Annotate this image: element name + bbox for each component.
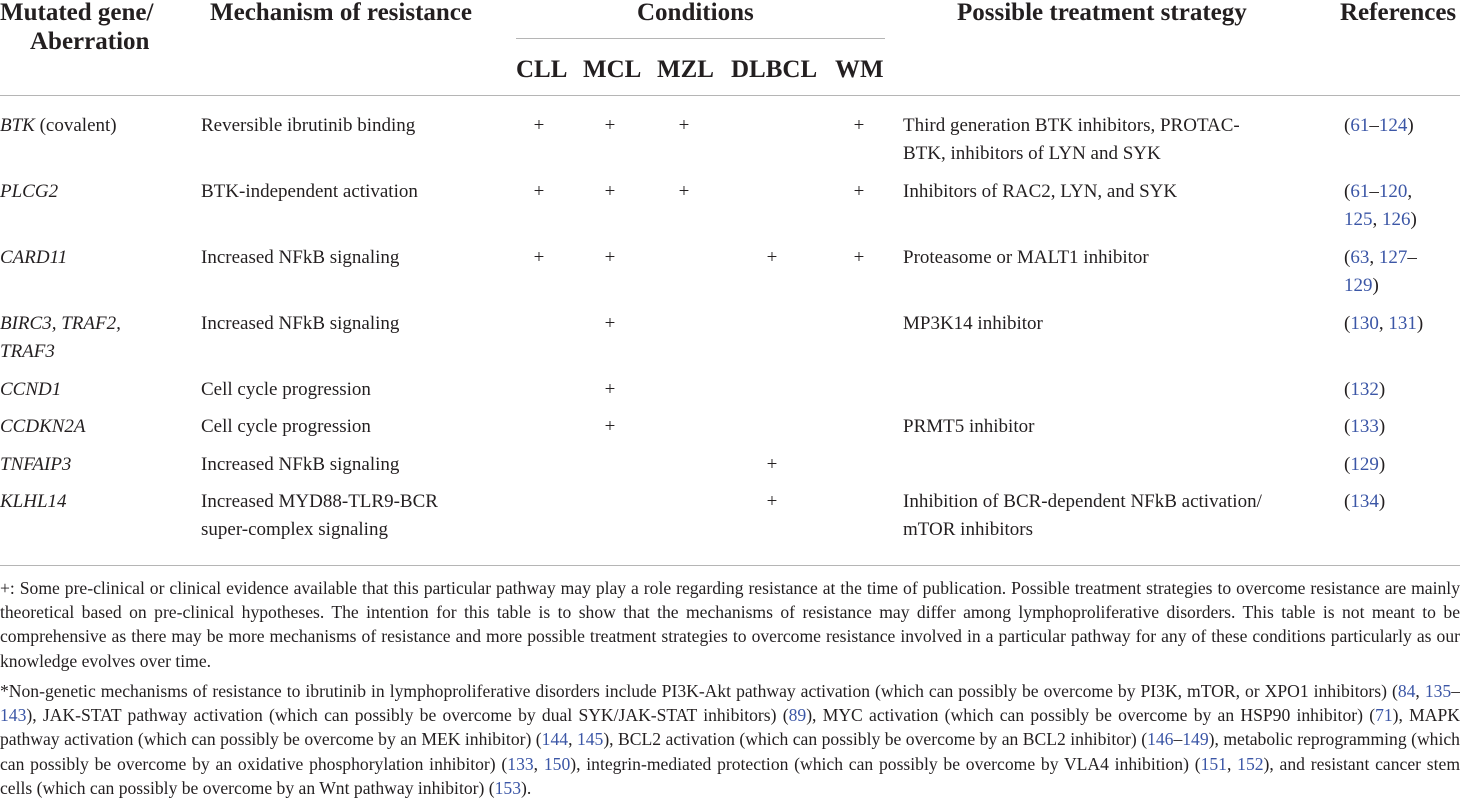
references-cell: [1344, 112, 1414, 140]
reference-punct: ): [1372, 275, 1379, 296]
condition-mark-mcl: +: [604, 181, 616, 202]
gene-name: BTK: [0, 115, 35, 136]
condition-header-mcl: MCL: [583, 56, 642, 83]
reference-link[interactable]: 134: [1350, 491, 1379, 512]
gene-name: CCDKN2A: [0, 416, 86, 437]
reference-punct: –: [1369, 181, 1379, 202]
footnote-text: ).: [521, 777, 532, 798]
condition-mark-mcl: +: [604, 416, 616, 437]
reference-punct: ,: [1372, 209, 1382, 230]
footnote-text: –: [1173, 729, 1183, 750]
footnote-reference-link[interactable]: 151: [1200, 753, 1227, 774]
header-rule: [0, 95, 1460, 96]
footnote-reference-link[interactable]: 149: [1182, 729, 1209, 750]
reference-punct: (: [1344, 491, 1351, 512]
header-mechanism: Mechanism of resistance: [210, 0, 472, 26]
gene-cell: [0, 310, 121, 366]
footnote-text: ), JAK-STAT pathway activation (which can possibly be overcome by dual SYK/JAK-STAT inhibitors) (: [26, 705, 789, 726]
reference-line: [1344, 488, 1385, 516]
reference-link[interactable]: 125: [1344, 209, 1373, 230]
gene-suffix: (covalent): [34, 115, 117, 136]
condition-mark-wm: +: [853, 115, 865, 136]
condition-mark-mzl: +: [678, 181, 690, 202]
mechanism-line: Cell cycle progression: [201, 379, 371, 400]
gene-name-line2: TRAF3: [0, 341, 55, 362]
strategy-line: Third generation BTK inhibitors, PROTAC-: [903, 115, 1240, 136]
footnote-reference-link[interactable]: 133: [507, 753, 534, 774]
condition-mark-mzl: +: [678, 115, 690, 136]
condition-mark-wm: +: [853, 247, 865, 268]
reference-punct: ): [1407, 115, 1414, 136]
footnote-text: ,: [568, 729, 577, 750]
reference-line: [1344, 244, 1417, 272]
footnote-text: –: [1451, 681, 1460, 701]
footnote-text: *Non-genetic mechanisms of resistance to ibrutinib in lymphoproliferative disorders include PI3K-Akt pathway activation (which can possibly be overcome by PI3K, mTOR, or XPO1 inhibitors) (: [0, 681, 1398, 701]
references-cell: [1344, 413, 1385, 441]
condition-mark-mcl: +: [604, 247, 616, 268]
references-cell: [1344, 376, 1385, 404]
reference-link[interactable]: 133: [1350, 416, 1379, 437]
footnote-reference-link[interactable]: 84: [1397, 681, 1416, 701]
footnote-reference-link[interactable]: 71: [1375, 705, 1393, 726]
header-references: References: [1340, 0, 1457, 26]
footnote-text: ,: [533, 753, 544, 774]
reference-link[interactable]: 61: [1350, 181, 1370, 202]
header-conditions: Conditions: [637, 0, 754, 26]
mechanism-cell: [201, 244, 399, 272]
gene-name: TNFAIP3: [0, 454, 72, 475]
condition-mark-mcl: +: [604, 313, 616, 334]
strategy-cell: [903, 244, 1149, 272]
mechanism-cell: [201, 178, 418, 206]
footnote-reference-link[interactable]: 153: [494, 777, 521, 798]
reference-link[interactable]: 130: [1350, 313, 1379, 334]
header-strategy: Possible treatment strategy: [957, 0, 1247, 26]
footnote-reference-link[interactable]: 150: [543, 753, 571, 774]
strategy-cell: [903, 310, 1043, 338]
footnote-text: ), integrin-mediated protection (which can possibly be overcome by VLA4 inhibition) (: [570, 753, 1201, 774]
condition-mark-mcl: +: [604, 379, 616, 400]
reference-punct: ): [1378, 491, 1386, 512]
reference-punct: (: [1344, 416, 1351, 437]
reference-punct: (: [1344, 454, 1351, 475]
reference-punct: (: [1344, 379, 1351, 400]
strategy-line: PRMT5 inhibitor: [903, 416, 1035, 437]
reference-link[interactable]: 124: [1378, 115, 1408, 136]
strategy-cell: [903, 413, 1034, 441]
footnote-text: ,: [1415, 681, 1425, 701]
reference-link[interactable]: 120: [1378, 181, 1408, 202]
reference-link[interactable]: 63: [1350, 247, 1370, 268]
reference-link[interactable]: 132: [1350, 379, 1379, 400]
strategy-line: mTOR inhibitors: [903, 519, 1034, 540]
footnote-reference-link[interactable]: 145: [576, 729, 604, 750]
footnote-reference-link[interactable]: 144: [541, 729, 569, 750]
footnote-reference-link[interactable]: 146: [1147, 729, 1174, 750]
condition-mark-cll: +: [533, 247, 545, 268]
gene-cell: [0, 178, 58, 206]
strategy-cell: [903, 112, 1240, 168]
mechanism-cell: [201, 112, 415, 140]
reference-punct: ): [1378, 379, 1386, 400]
footnote-text: ), MYC activation (which can possibly be overcome by an HSP90 inhibitor) (: [806, 705, 1376, 726]
gene-cell: [0, 451, 71, 479]
mechanism-line: Reversible ibrutinib binding: [201, 115, 416, 136]
mechanism-cell: [201, 310, 399, 338]
reference-punct: ): [1378, 454, 1386, 475]
header-gene: [0, 0, 153, 56]
gene-name: BIRC3, TRAF2,: [0, 313, 121, 334]
reference-line: [1344, 451, 1385, 479]
reference-link[interactable]: 129: [1344, 275, 1373, 296]
references-cell: [1344, 244, 1417, 300]
reference-link[interactable]: 131: [1388, 313, 1417, 334]
reference-line: [1344, 112, 1414, 140]
reference-line: [1344, 272, 1417, 300]
gene-name: PLCG2: [0, 181, 59, 202]
strategy-cell: [903, 178, 1177, 206]
mechanism-cell: [201, 413, 371, 441]
reference-punct: ): [1410, 209, 1417, 230]
reference-link[interactable]: 127: [1378, 247, 1408, 268]
gene-name: CCND1: [0, 379, 62, 400]
reference-punct: (: [1344, 313, 1351, 334]
footnote-reference-link[interactable]: 152: [1237, 753, 1264, 774]
condition-mark-dlbcl: +: [766, 247, 778, 268]
table-bottom-rule: [0, 565, 1460, 566]
condition-header-dlbcl: DLBCL: [731, 56, 818, 83]
strategy-line: BTK, inhibitors of LYN and SYK: [903, 143, 1161, 164]
reference-line: [1344, 310, 1423, 338]
header-gene-line1: Mutated gene/: [0, 0, 154, 26]
strategy-line: Proteasome or MALT1 inhibitor: [903, 247, 1149, 268]
gene-name: CARD11: [0, 247, 68, 268]
mechanism-cell: [201, 451, 399, 479]
condition-mark-dlbcl: +: [766, 491, 778, 512]
footnote-reference-link[interactable]: 89: [788, 705, 807, 726]
mechanism-line: Cell cycle progression: [201, 416, 371, 437]
gene-cell: [0, 112, 117, 140]
footnote-text: ,: [1226, 753, 1238, 774]
footnote-text: ), metabolic reprogramming (which can possibly be overcome by an oxidative phosphorylation inhibitor) (: [0, 729, 1460, 774]
mechanism-line: Increased MYD88-TLR9-BCR: [201, 491, 438, 512]
condition-mark-cll: +: [533, 115, 545, 136]
mechanism-line: BTK-independent activation: [201, 181, 418, 202]
strategy-line: Inhibition of BCR-dependent NFkB activation/: [903, 491, 1262, 512]
reference-line: [1344, 206, 1417, 234]
condition-mark-mcl: +: [604, 115, 616, 136]
references-cell: [1344, 451, 1385, 479]
reference-punct: ): [1416, 313, 1424, 334]
strategy-cell: [903, 488, 1262, 544]
gene-cell: [0, 244, 67, 272]
references-cell: [1344, 310, 1423, 338]
reference-punct: ,: [1378, 313, 1389, 334]
footnote-text: ), MAPK pathway activation (which can possibly be overcome by an MEK inhibitor) (: [0, 705, 1460, 750]
reference-line: [1344, 178, 1417, 206]
conditions-underline: [516, 38, 885, 39]
header-gene-line2: Aberration: [30, 28, 150, 55]
mechanism-cell: [201, 488, 438, 544]
condition-header-wm: WM: [835, 56, 884, 83]
references-cell: [1344, 488, 1385, 516]
reference-line: [1344, 413, 1385, 441]
reference-punct: (: [1344, 115, 1351, 136]
footnote-reference-link[interactable]: 135: [1424, 681, 1452, 701]
footnote-text: ), and resistant cancer stem cells (which can possibly be overcome by an Wnt pathway inhibitor) (: [0, 753, 1460, 798]
reference-link[interactable]: 129: [1350, 454, 1379, 475]
reference-punct: ,: [1369, 247, 1379, 268]
reference-punct: ,: [1407, 181, 1413, 202]
footnote-text: ), BCL2 activation (which can possibly be overcome by an BCL2 inhibitor) (: [603, 729, 1148, 750]
mechanism-line: Increased NFkB signaling: [201, 247, 400, 268]
mechanism-line: Increased NFkB signaling: [201, 454, 400, 475]
reference-punct: –: [1407, 247, 1417, 268]
reference-link[interactable]: 61: [1350, 115, 1370, 136]
strategy-line: Inhibitors of RAC2, LYN, and SYK: [903, 181, 1178, 202]
references-cell: [1344, 178, 1417, 234]
gene-cell: [0, 376, 61, 404]
mechanism-line: Increased NFkB signaling: [201, 313, 400, 334]
reference-link[interactable]: 126: [1382, 209, 1411, 230]
mechanism-line: super-complex signaling: [201, 519, 388, 540]
footnote-reference-link[interactable]: 143: [0, 705, 27, 726]
condition-mark-wm: +: [853, 181, 865, 202]
mechanism-cell: [201, 376, 371, 404]
strategy-line: MP3K14 inhibitor: [903, 313, 1043, 334]
gene-cell: [0, 413, 86, 441]
reference-punct: (: [1344, 181, 1351, 202]
gene-name: KLHL14: [0, 491, 67, 512]
reference-punct: (: [1344, 247, 1351, 268]
condition-mark-dlbcl: +: [766, 454, 778, 475]
reference-punct: ): [1378, 416, 1386, 437]
condition-mark-cll: +: [533, 181, 545, 202]
reference-punct: –: [1369, 115, 1379, 136]
condition-header-cll: CLL: [516, 56, 568, 83]
condition-header-mzl: MZL: [657, 56, 714, 83]
reference-line: [1344, 376, 1385, 404]
footnote-plus: +: Some pre-clinical or clinical evidence available that this particular pathway may play a role regarding resistance at the time of publication. Possible treatment strategies to overcome resistance are mainly theoretical based on pre-clinical hypotheses. The intention for this table is to show that the mechanisms of resistance may differ among lymphoproliferative disorders. This table is not meant to be comprehensive as there may be more mechanisms of resistance and more possible treatment strategies to overcome resistance involved in a particular pathway for any of these conditions particularly as our knowledge evolves over time.: [0, 578, 1460, 671]
gene-cell: [0, 488, 67, 516]
footnote-nongenetic: [0, 679, 1460, 800]
